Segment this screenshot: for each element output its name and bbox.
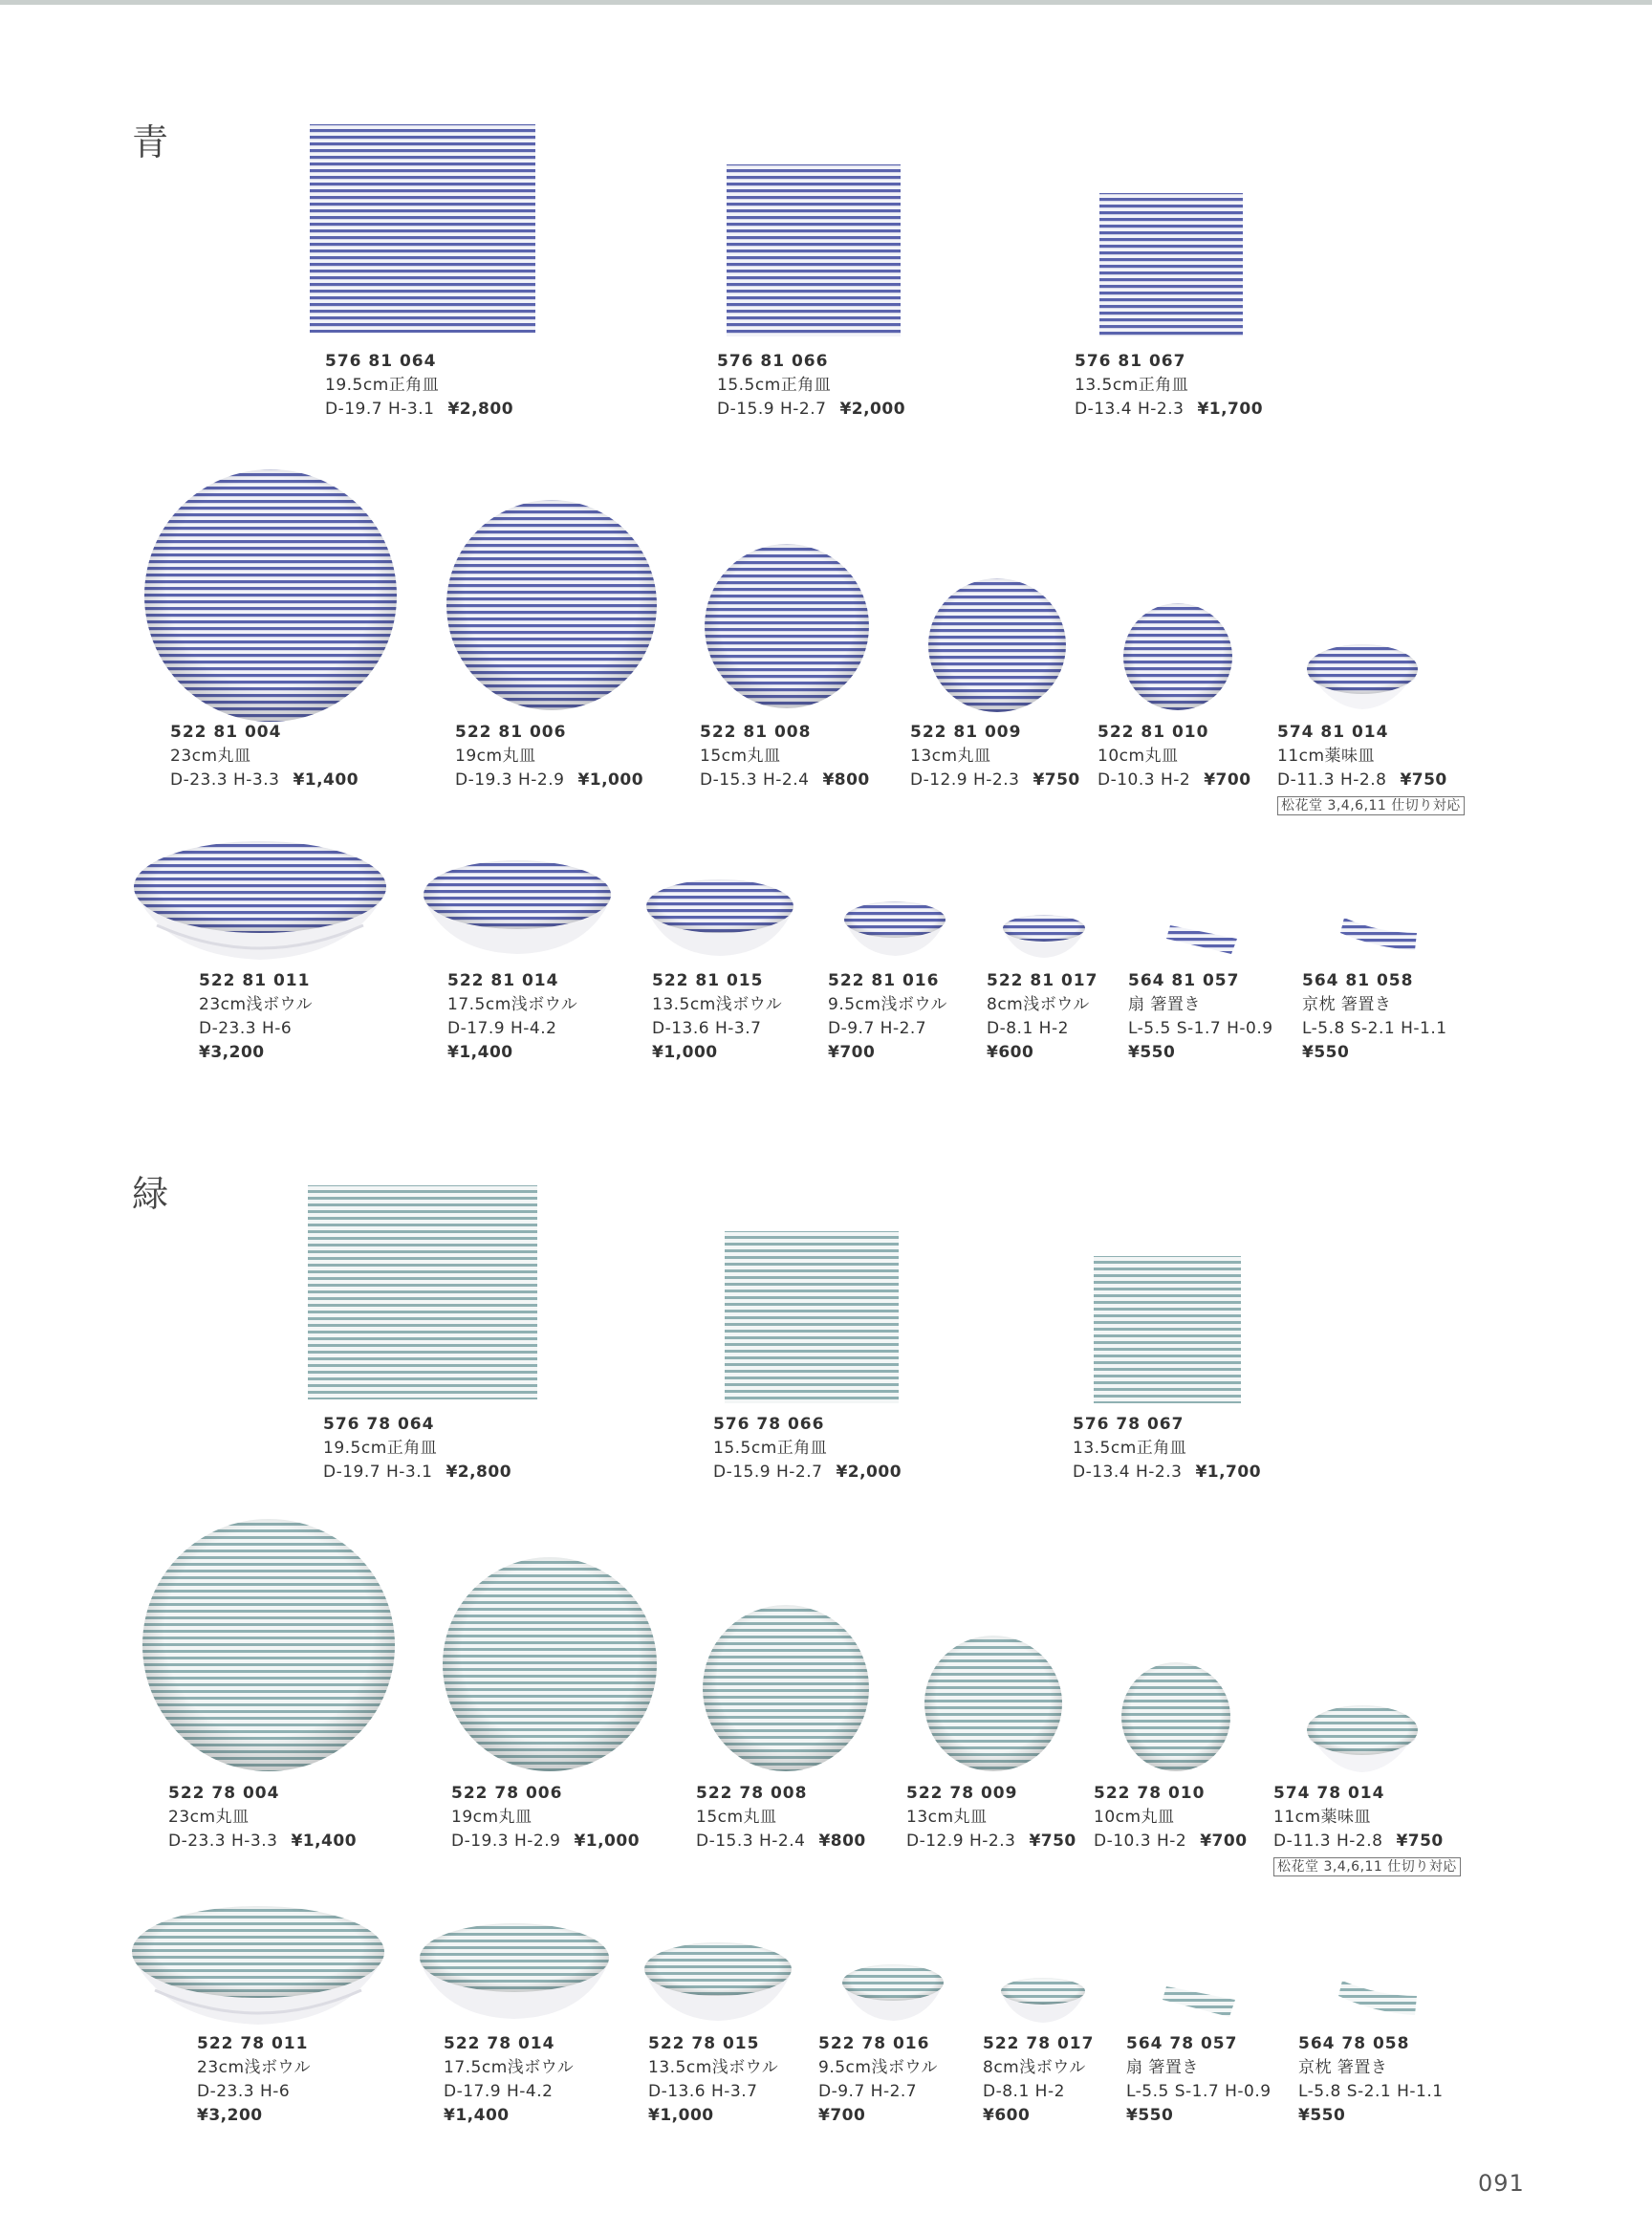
product-dims: D-12.9 H-2.3 bbox=[906, 1832, 1016, 1851]
product-label bbox=[983, 2032, 1094, 2128]
shallow-bowl-photo bbox=[126, 1902, 390, 2028]
product-name: 8cm浅ボウル bbox=[983, 2058, 1086, 2077]
product-name: 19.5cm正角皿 bbox=[325, 376, 440, 395]
round-plate-photo bbox=[922, 1633, 1065, 1774]
square-plate-photo bbox=[723, 1229, 901, 1405]
product-name: 23cm浅ボウル bbox=[199, 995, 314, 1014]
product-price: ¥800 bbox=[818, 1832, 866, 1851]
chopstick-rest-photo bbox=[1337, 912, 1423, 956]
round-plate-photo bbox=[444, 497, 660, 713]
product-price: ¥2,000 bbox=[836, 1463, 902, 1482]
product-price: ¥1,400 bbox=[447, 1043, 513, 1062]
product-label bbox=[1273, 1782, 1461, 1878]
product-name: 17.5cm浅ボウル bbox=[447, 995, 578, 1014]
product-code: 522 81 010 bbox=[1098, 723, 1209, 742]
chopstick-rest-photo bbox=[1161, 1979, 1241, 2023]
product-name: 23cm丸皿 bbox=[170, 747, 251, 766]
product-code: 522 78 016 bbox=[818, 2034, 930, 2053]
product-code: 522 78 015 bbox=[648, 2034, 760, 2053]
product-dims: L-5.5 S-1.7 H-0.9 bbox=[1128, 1019, 1273, 1038]
product-dims: D-11.3 H-2.8 bbox=[1277, 770, 1387, 790]
product-price: ¥2,800 bbox=[447, 400, 514, 419]
product-price: ¥700 bbox=[818, 2106, 866, 2125]
product-name: 15cm丸皿 bbox=[696, 1808, 777, 1827]
product-label bbox=[168, 1782, 357, 1854]
product-dims: D-13.6 H-3.7 bbox=[648, 2082, 758, 2101]
product-price: ¥700 bbox=[828, 1043, 876, 1062]
round-plate-photo bbox=[440, 1554, 660, 1774]
product-label bbox=[910, 721, 1080, 792]
round-plate-photo bbox=[700, 1602, 872, 1774]
product-label bbox=[717, 350, 905, 422]
section-title-green: 緑 bbox=[132, 1173, 169, 1215]
product-name: 京枕 箸置き bbox=[1302, 995, 1392, 1014]
product-dims: D-23.3 H-6 bbox=[199, 1019, 293, 1038]
product-code: 576 81 067 bbox=[1075, 352, 1186, 371]
product-label bbox=[828, 969, 947, 1065]
product-name: 19.5cm正角皿 bbox=[323, 1439, 438, 1458]
product-code: 576 81 066 bbox=[717, 352, 829, 371]
compatibility-note: 松花堂 3,4,6,11 仕切り対応 bbox=[1273, 1857, 1461, 1876]
product-price: ¥550 bbox=[1298, 2106, 1346, 2125]
product-price: ¥550 bbox=[1128, 1043, 1176, 1062]
product-dims: D-15.9 H-2.7 bbox=[717, 400, 827, 419]
shallow-bowl-photo bbox=[839, 1962, 946, 2023]
product-name: 10cm丸皿 bbox=[1094, 1808, 1175, 1827]
product-price: ¥1,400 bbox=[291, 1832, 358, 1851]
product-name: 15.5cm正角皿 bbox=[713, 1439, 828, 1458]
product-label bbox=[1073, 1413, 1261, 1485]
product-name: 8cm浅ボウル bbox=[987, 995, 1090, 1014]
product-name: 23cm丸皿 bbox=[168, 1808, 250, 1827]
product-price: ¥600 bbox=[983, 2106, 1031, 2125]
product-code: 522 81 009 bbox=[910, 723, 1022, 742]
product-label bbox=[1298, 2032, 1444, 2128]
product-label bbox=[199, 969, 313, 1065]
round-plate-photo bbox=[702, 541, 872, 711]
product-dims: L-5.8 S-2.1 H-1.1 bbox=[1298, 2082, 1444, 2101]
product-dims: D-8.1 H-2 bbox=[987, 1019, 1069, 1038]
product-label bbox=[648, 2032, 778, 2128]
product-name: 19cm丸皿 bbox=[451, 1808, 533, 1827]
product-dims: D-19.3 H-2.9 bbox=[455, 770, 565, 790]
product-dims: D-9.7 H-2.7 bbox=[828, 1019, 927, 1038]
product-code: 576 78 066 bbox=[713, 1415, 825, 1434]
product-dims: D-11.3 H-2.8 bbox=[1273, 1832, 1383, 1851]
product-dims: L-5.8 S-2.1 H-1.1 bbox=[1302, 1019, 1447, 1038]
product-price: ¥1,000 bbox=[648, 2106, 714, 2125]
product-name: 13.5cm正角皿 bbox=[1073, 1439, 1187, 1458]
product-code: 522 78 017 bbox=[983, 2034, 1095, 2053]
product-code: 522 78 014 bbox=[444, 2034, 555, 2053]
product-dims: D-19.7 H-3.1 bbox=[323, 1463, 433, 1482]
product-code: 522 78 004 bbox=[168, 1784, 280, 1803]
shallow-bowl-photo bbox=[128, 837, 392, 964]
product-dims: D-10.3 H-2 bbox=[1098, 770, 1191, 790]
product-dims: D-12.9 H-2.3 bbox=[910, 770, 1020, 790]
product-dims: D-23.3 H-3.3 bbox=[168, 1832, 278, 1851]
product-label bbox=[1302, 969, 1447, 1065]
product-price: ¥750 bbox=[1400, 770, 1447, 790]
product-price: ¥1,400 bbox=[293, 770, 359, 790]
product-label bbox=[444, 2032, 574, 2128]
product-label bbox=[197, 2032, 311, 2128]
product-name: 13cm丸皿 bbox=[906, 1808, 988, 1827]
product-price: ¥1,700 bbox=[1195, 1463, 1262, 1482]
product-code: 522 78 009 bbox=[906, 1784, 1018, 1803]
product-code: 522 81 008 bbox=[700, 723, 812, 742]
product-label bbox=[325, 350, 513, 422]
square-plate-photo bbox=[1092, 1254, 1243, 1405]
product-code: 576 78 064 bbox=[323, 1415, 435, 1434]
product-code: 574 78 014 bbox=[1273, 1784, 1385, 1803]
round-plate-photo bbox=[141, 466, 400, 725]
product-code: 522 78 008 bbox=[696, 1784, 808, 1803]
round-plate-photo bbox=[925, 575, 1069, 715]
product-label bbox=[1277, 721, 1465, 817]
product-price: ¥3,200 bbox=[197, 2106, 263, 2125]
compatibility-note: 松花堂 3,4,6,11 仕切り対応 bbox=[1277, 796, 1465, 815]
product-name: 11cm薬味皿 bbox=[1273, 1808, 1372, 1827]
product-dims: D-10.3 H-2 bbox=[1094, 1832, 1187, 1851]
product-label bbox=[447, 969, 577, 1065]
chopstick-rest-photo bbox=[1164, 918, 1243, 960]
product-code: 564 81 057 bbox=[1128, 971, 1240, 990]
product-label bbox=[906, 1782, 1076, 1854]
product-label bbox=[1126, 2032, 1272, 2128]
product-dims: D-17.9 H-4.2 bbox=[447, 1019, 557, 1038]
small-dish-photo bbox=[1302, 1702, 1423, 1774]
product-name: 11cm薬味皿 bbox=[1277, 747, 1376, 766]
product-price: ¥800 bbox=[822, 770, 870, 790]
product-code: 522 78 010 bbox=[1094, 1784, 1206, 1803]
product-code: 522 81 004 bbox=[170, 723, 282, 742]
product-label bbox=[1098, 721, 1251, 792]
product-dims: D-17.9 H-4.2 bbox=[444, 2082, 554, 2101]
product-dims: D-13.4 H-2.3 bbox=[1075, 400, 1185, 419]
shallow-bowl-photo bbox=[841, 899, 948, 958]
product-name: 扇 箸置き bbox=[1128, 995, 1201, 1014]
shallow-bowl-photo bbox=[642, 876, 797, 958]
round-plate-photo bbox=[1120, 600, 1235, 713]
product-name: 扇 箸置き bbox=[1126, 2058, 1199, 2077]
product-price: ¥550 bbox=[1302, 1043, 1350, 1062]
product-code: 576 78 067 bbox=[1073, 1415, 1185, 1434]
product-label bbox=[170, 721, 359, 792]
product-dims: D-15.3 H-2.4 bbox=[700, 770, 810, 790]
product-label bbox=[1075, 350, 1263, 422]
product-price: ¥1,000 bbox=[574, 1832, 641, 1851]
product-label bbox=[455, 721, 643, 792]
product-code: 522 81 014 bbox=[447, 971, 559, 990]
product-code: 522 78 006 bbox=[451, 1784, 563, 1803]
product-label bbox=[1094, 1782, 1248, 1854]
round-plate-photo bbox=[1119, 1659, 1233, 1774]
shallow-bowl-photo bbox=[641, 1939, 795, 2023]
product-price: ¥1,700 bbox=[1197, 400, 1264, 419]
product-name: 13.5cm浅ボウル bbox=[652, 995, 783, 1014]
product-dims: L-5.5 S-1.7 H-0.9 bbox=[1126, 2082, 1272, 2101]
product-name: 9.5cm浅ボウル bbox=[828, 995, 947, 1014]
product-price: ¥750 bbox=[1029, 1832, 1076, 1851]
product-price: ¥1,000 bbox=[652, 1043, 718, 1062]
product-dims: D-19.7 H-3.1 bbox=[325, 400, 435, 419]
product-code: 522 81 011 bbox=[199, 971, 311, 990]
product-name: 15.5cm正角皿 bbox=[717, 376, 832, 395]
product-name: 13cm丸皿 bbox=[910, 747, 991, 766]
square-plate-photo bbox=[1098, 191, 1245, 338]
product-name: 15cm丸皿 bbox=[700, 747, 781, 766]
product-label bbox=[1128, 969, 1273, 1065]
product-code: 522 81 017 bbox=[987, 971, 1098, 990]
product-name: 10cm丸皿 bbox=[1098, 747, 1179, 766]
product-name: 13.5cm浅ボウル bbox=[648, 2058, 779, 2077]
product-code: 522 78 011 bbox=[197, 2034, 309, 2053]
product-label bbox=[987, 969, 1098, 1065]
shallow-bowl-photo bbox=[998, 1975, 1088, 2025]
product-price: ¥1,000 bbox=[577, 770, 644, 790]
product-dims: D-15.9 H-2.7 bbox=[713, 1463, 823, 1482]
shallow-bowl-photo bbox=[415, 1919, 614, 2023]
shallow-bowl-photo bbox=[1000, 912, 1088, 960]
product-dims: D-13.6 H-3.7 bbox=[652, 1019, 762, 1038]
product-code: 564 78 057 bbox=[1126, 2034, 1238, 2053]
chopstick-rest-photo bbox=[1335, 1975, 1423, 2021]
product-price: ¥2,800 bbox=[446, 1463, 512, 1482]
product-code: 574 81 014 bbox=[1277, 723, 1389, 742]
top-rule bbox=[0, 0, 1652, 5]
shallow-bowl-photo bbox=[419, 856, 616, 958]
product-dims: D-15.3 H-2.4 bbox=[696, 1832, 806, 1851]
product-code: 522 81 016 bbox=[828, 971, 940, 990]
product-dims: D-9.7 H-2.7 bbox=[818, 2082, 918, 2101]
product-dims: D-13.4 H-2.3 bbox=[1073, 1463, 1183, 1482]
product-dims: D-8.1 H-2 bbox=[983, 2082, 1065, 2101]
product-price: ¥3,200 bbox=[199, 1043, 265, 1062]
small-dish-photo bbox=[1302, 640, 1423, 711]
product-price: ¥2,000 bbox=[839, 400, 906, 419]
product-dims: D-23.3 H-6 bbox=[197, 2082, 291, 2101]
product-price: ¥550 bbox=[1126, 2106, 1174, 2125]
product-price: ¥1,400 bbox=[444, 2106, 510, 2125]
product-code: 522 81 006 bbox=[455, 723, 567, 742]
product-code: 522 81 015 bbox=[652, 971, 764, 990]
product-name: 23cm浅ボウル bbox=[197, 2058, 312, 2077]
product-code: 564 81 058 bbox=[1302, 971, 1414, 990]
product-price: ¥700 bbox=[1204, 770, 1251, 790]
product-code: 564 78 058 bbox=[1298, 2034, 1410, 2053]
product-label bbox=[700, 721, 870, 792]
product-dims: D-19.3 H-2.9 bbox=[451, 1832, 561, 1851]
product-label bbox=[713, 1413, 902, 1485]
product-name: 17.5cm浅ボウル bbox=[444, 2058, 575, 2077]
product-label bbox=[451, 1782, 640, 1854]
product-dims: D-23.3 H-3.3 bbox=[170, 770, 280, 790]
product-label bbox=[652, 969, 782, 1065]
section-title-blue: 青 bbox=[132, 121, 169, 163]
product-label bbox=[818, 2032, 938, 2128]
product-name: 9.5cm浅ボウル bbox=[818, 2058, 938, 2077]
product-price: ¥700 bbox=[1200, 1832, 1248, 1851]
product-name: 京枕 箸置き bbox=[1298, 2058, 1388, 2077]
product-name: 13.5cm正角皿 bbox=[1075, 376, 1189, 395]
square-plate-photo bbox=[308, 122, 537, 335]
product-price: ¥750 bbox=[1396, 1832, 1444, 1851]
round-plate-photo bbox=[140, 1516, 398, 1774]
product-label bbox=[323, 1413, 511, 1485]
product-price: ¥600 bbox=[987, 1043, 1034, 1062]
page-number: 091 bbox=[1478, 2170, 1525, 2197]
product-price: ¥750 bbox=[1032, 770, 1080, 790]
product-code: 576 81 064 bbox=[325, 352, 437, 371]
product-label bbox=[696, 1782, 866, 1854]
product-name: 19cm丸皿 bbox=[455, 747, 536, 766]
square-plate-photo bbox=[306, 1183, 539, 1401]
square-plate-photo bbox=[725, 163, 902, 338]
